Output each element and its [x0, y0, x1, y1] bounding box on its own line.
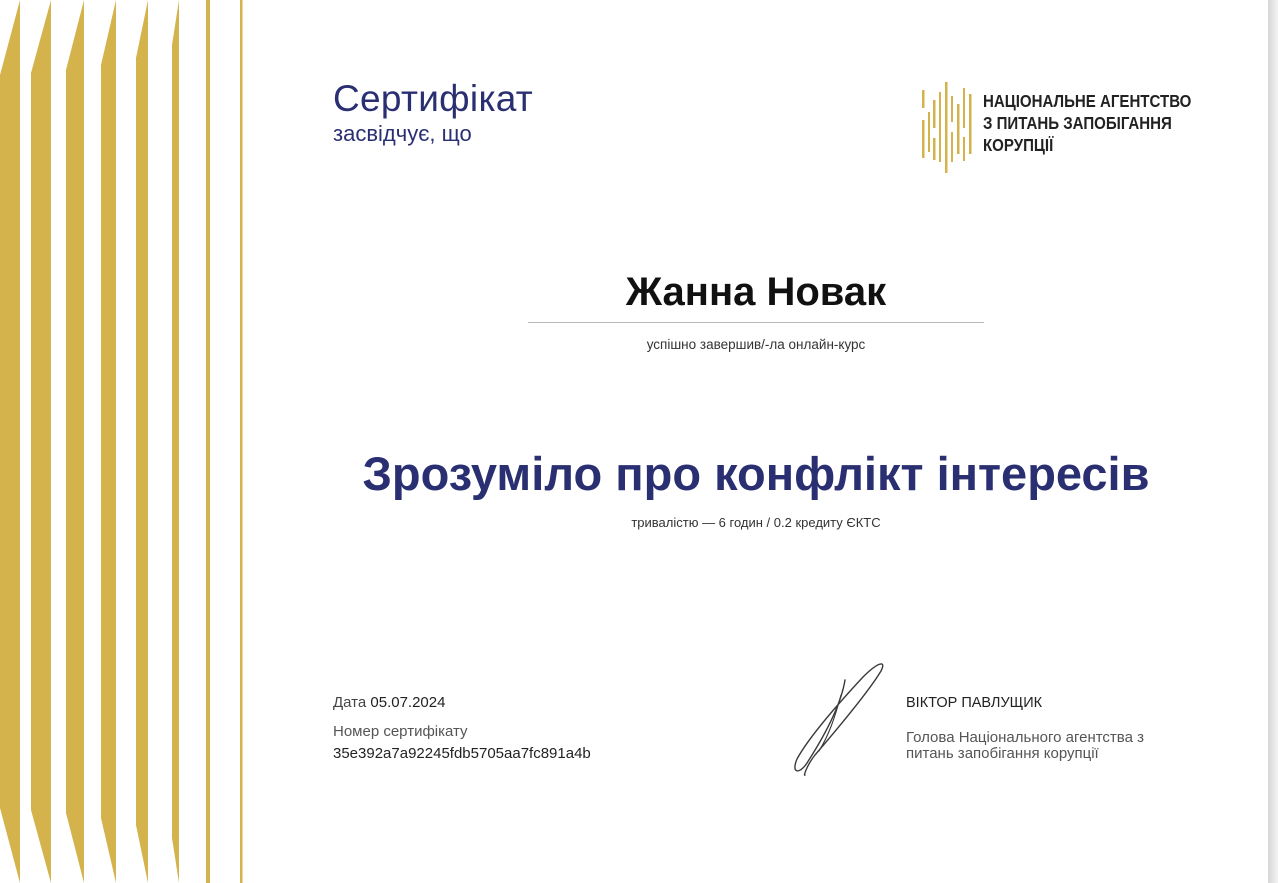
signer-position: Голова Національного агентства з питань запобігання корупції — [906, 729, 1144, 762]
name-underline — [528, 322, 984, 323]
stripe-3 — [66, 0, 84, 883]
completion-text: успішно завершив/-ла онлайн-курс — [646, 337, 866, 352]
nazk-logo-mark-icon — [920, 82, 976, 177]
stripe-1 — [0, 0, 20, 883]
issue-date — [333, 694, 445, 711]
stripe-4 — [101, 0, 116, 883]
certificate-number-label: Номер сертифікату — [333, 723, 468, 740]
date-value: 05.07.2024 — [370, 694, 446, 711]
date-label: Дата — [333, 694, 367, 711]
course-duration: тривалістю — 6 годин / 0.2 кредиту ЄКТС — [631, 515, 881, 530]
decorative-gold-stripes — [0, 0, 250, 883]
course-title: Зрозуміло про конфлікт інтересів — [362, 447, 1150, 500]
logo-text — [983, 90, 1191, 156]
logo-line-1: НАЦІОНАЛЬНЕ АГЕНТСТВО — [983, 91, 1192, 111]
stripe-6 — [172, 0, 179, 883]
stripe-5 — [136, 0, 148, 883]
signature-image — [785, 655, 890, 780]
logo-line-3: КОРУПЦІЇ — [983, 135, 1054, 155]
stripe-7 — [206, 0, 210, 883]
certificate-title: Сертифікат — [333, 78, 534, 119]
stripe-8 — [240, 0, 243, 883]
logo-line-2: З ПИТАНЬ ЗАПОБІГАННЯ — [983, 113, 1172, 133]
nazk-logo — [920, 82, 1190, 177]
recipient-name: Жанна Новак — [625, 270, 887, 314]
page-edge — [1268, 0, 1278, 883]
certificate-subtitle: засвідчує, що — [333, 121, 472, 146]
signer-name: ВІКТОР ПАВЛУЩИК — [906, 695, 1043, 711]
stripe-2 — [31, 0, 51, 883]
certificate-number-value: 35e392a7a92245fdb5705aa7fc891a4b — [333, 745, 591, 762]
